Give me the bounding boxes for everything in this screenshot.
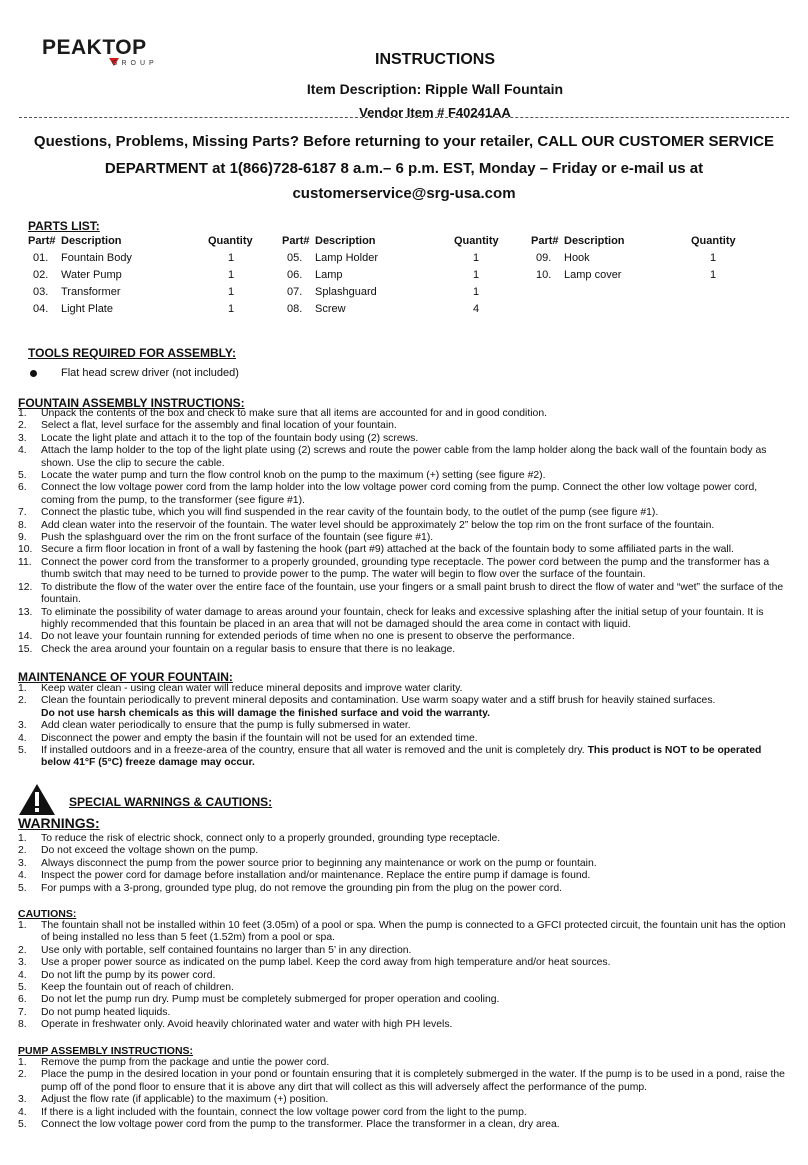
item-number: 1. [18, 683, 27, 694]
part-desc: Fountain Body [61, 252, 132, 264]
special-warnings-heading: SPECIAL WARNINGS & CAUTIONS: [69, 795, 273, 809]
list-item [18, 607, 792, 632]
item-text: Operate in freshwater only. Avoid heavily chlorinated water and water with high PH levels. [41, 1019, 453, 1031]
list-item [18, 544, 792, 556]
item-number: 12. [18, 581, 33, 593]
assembly-heading: FOUNTAIN ASSEMBLY INSTRUCTIONS: [18, 396, 245, 410]
part-desc: Water Pump [61, 269, 122, 281]
part-qty: 1 [473, 286, 480, 298]
item-number: 1. [18, 1057, 27, 1068]
item-number: 2. [18, 695, 27, 707]
item-text: Disconnect the power and empty the basin if the fountain will not be used for an extended time. [41, 732, 478, 744]
list-item [18, 994, 792, 1006]
item-number: 7. [18, 1006, 27, 1018]
parts-header-part: Part# [28, 235, 56, 247]
table-row [282, 286, 502, 303]
part-part: 01. [33, 252, 49, 264]
item-text: Keep the fountain out of reach of children. [41, 982, 234, 994]
item-text: Keep water clean - using clean water will reduce mineral deposits and improve water clarity. [41, 683, 463, 694]
list-item [18, 982, 792, 994]
item-number: 7. [18, 507, 27, 519]
list-item [18, 870, 792, 882]
item-text: For pumps with a 3-prong, grounded type plug, do not remove the grounding pin from the plug on the power cord. [41, 882, 563, 894]
item-text: If installed outdoors and in a freeze-area of the country, ensure that all water is removed and the unit is completely dry. [41, 745, 585, 757]
item-text: Do not lift the pump by its power cord. [41, 969, 216, 981]
item-text: Adjust the flow rate (if applicable) to the maximum (+) position. [41, 1094, 329, 1106]
part-part: 05. [287, 252, 303, 264]
list-item [18, 833, 792, 845]
item-text: Add clean water into the reservoir of the fountain. The water level should be approximately 2” below the top rim on the front surface of the fountain. [41, 519, 715, 531]
item-number: 4. [18, 870, 27, 882]
part-qty: 1 [710, 269, 717, 281]
parts-header-desc: Description [315, 235, 376, 247]
item-text: Unpack the contents of the box and check to make sure that all items are accounted for and in good condition. [41, 408, 547, 419]
part-part: 03. [33, 286, 49, 298]
parts-table-col1 [28, 235, 258, 320]
pump-assembly-heading: PUMP ASSEMBLY INSTRUCTIONS: [18, 1045, 194, 1057]
item-text: Connect the plastic tube, which you will find suspended in the rear cavity of the fountain body, to the outlet of the pump (see figure #1). [41, 507, 659, 519]
item-number: 4. [18, 1106, 27, 1118]
item-text: Remove the pump from the package and untie the power cord. [41, 1057, 330, 1068]
item-text: Do not pump heated liquids. [41, 1006, 171, 1018]
item-text: Place the pump in the desired location in your pond or fountain ensuring that it is completely submerged in the water. If the pump is to be used in a pond, raise the pump off of the pond floor to ensure that it is above any dirt that will collect as this will adversely affect the performance of the pump. [41, 1069, 785, 1093]
item-text: Select a flat, level surface for the assembly and final location of your fountain. [41, 420, 397, 432]
table-row [531, 252, 751, 269]
part-part: 02. [33, 269, 49, 281]
item-number: 5. [18, 1119, 27, 1131]
part-part: 09. [536, 252, 552, 264]
item-number: 4. [18, 445, 27, 457]
item-number: 8. [18, 1019, 27, 1031]
item-text: Clean the fountain periodically to prevent mineral deposits and contamination. Use warm soapy water and a stiff brush for heavily stained surfaces. [41, 695, 716, 707]
item-number: 4. [18, 969, 27, 981]
item-text: Connect the power cord from the transformer to a properly grounded, grounding type receptacle. The power cord between the pump and the transformer has a thumb switch that may need to be turned to provide power to the pump. The water will begin to flow over the surface of the fountain. [41, 556, 770, 581]
item-text: Use only with portable, self contained fountains no larger than 5’ in any direction. [41, 944, 412, 956]
list-item [18, 557, 792, 582]
list-item [18, 858, 792, 870]
item-number: 2. [18, 1069, 27, 1081]
item-bold-text: This product is NOT to be operated below 41°F (5°C) freeze damage may occur. [41, 745, 762, 769]
pump-assembly-list [18, 1057, 792, 1131]
part-part: 04. [33, 303, 49, 315]
parts-header-part: Part# [282, 235, 310, 247]
list-item [18, 733, 792, 745]
item-text: Use a proper power source as indicated on the pump label. Keep the cord away from high temperature and/or heat sources. [41, 957, 611, 969]
table-row [282, 252, 502, 269]
item-number: 2. [18, 420, 27, 432]
part-desc: Hook [564, 252, 590, 264]
parts-header-row [531, 235, 751, 252]
item-number: 1. [18, 920, 27, 931]
parts-table-col3 [531, 235, 751, 286]
part-desc: Transformer [61, 286, 121, 298]
part-qty: 1 [473, 252, 480, 264]
list-item [18, 1069, 792, 1094]
maintenance-heading: MAINTENANCE OF YOUR FOUNTAIN: [18, 670, 233, 684]
item-number: 2. [18, 845, 27, 857]
item-text: To eliminate the possibility of water damage to areas around your fountain, check for leaks and excessive splashing after the initial setup of your fountain. It is highly recommended that this fountain be placed in an area that will not be damaged should the area come in contact with liquid. [41, 606, 764, 630]
warnings-list [18, 833, 792, 895]
part-qty: 1 [228, 252, 235, 264]
item-number: 1. [18, 833, 27, 844]
part-part: 08. [287, 303, 303, 315]
bullet-icon [30, 370, 37, 377]
item-text: Secure a firm floor location in front of a wall by fastening the hook (part #9) attached at the back of the fountain body to some affiliated parts in the wall. [41, 544, 734, 556]
item-text: Check the area around your fountain on a regular basis to ensure that there is no leakage. [41, 643, 456, 655]
item-text: The fountain shall not be installed within 10 feet (3.05m) of a pool or spa. When the pump is connected to a GFCI protected circuit, the fountain unit has the option of being installed no less than 5 feet (1.52m) from a pool or spa. [41, 920, 786, 944]
part-qty: 4 [473, 303, 480, 315]
part-qty: 1 [228, 269, 235, 281]
item-number: 15. [18, 643, 33, 655]
item-number: 5. [18, 470, 27, 482]
list-item [18, 420, 792, 432]
list-item [18, 1019, 792, 1031]
parts-list-heading: PARTS LIST: [28, 219, 100, 233]
tools-heading: TOOLS REQUIRED FOR ASSEMBLY: [28, 346, 237, 360]
part-part: 06. [287, 269, 303, 281]
part-qty: 1 [710, 252, 717, 264]
item-number: 1. [18, 408, 27, 419]
list-item [18, 631, 792, 643]
list-item [18, 532, 792, 544]
item-number: 11. [18, 556, 32, 568]
table-row [28, 252, 258, 269]
item-text: If there is a light included with the fountain, connect the low voltage power cord from the light to the pump. [41, 1106, 527, 1118]
item-text: Do not let the pump run dry. Pump must be completely submerged for proper operation and cooling. [41, 994, 500, 1006]
list-item [18, 482, 792, 507]
item-number: 6. [18, 482, 27, 494]
part-desc: Lamp [315, 269, 343, 281]
item-number: 3. [18, 720, 27, 732]
item-number: 3. [18, 1094, 27, 1106]
item-number: 2. [18, 944, 27, 956]
list-item [18, 845, 792, 857]
item-text: Do not exceed the voltage shown on the pump. [41, 845, 259, 857]
vendor-item: Vendor Item # F40241AA [359, 105, 511, 120]
cautions-list [18, 920, 792, 1032]
list-item [18, 970, 792, 982]
part-desc: Screw [315, 303, 346, 315]
item-text: Inspect the power cord for damage before installation and/or maintenance. Replace the entire pump if damage is found. [41, 870, 591, 882]
part-desc: Lamp Holder [315, 252, 378, 264]
list-item [18, 745, 792, 770]
item-description: Item Description: Ripple Wall Fountain [306, 81, 564, 97]
item-number: 10. [18, 544, 33, 556]
item-number: 6. [18, 994, 27, 1006]
item-bold-text: Do not use harsh chemicals as this will damage the finished surface and void the warranty. [41, 707, 491, 719]
item-number: 4. [18, 732, 27, 744]
divider [19, 117, 789, 118]
part-desc: Light Plate [61, 303, 113, 315]
item-text: To distribute the flow of the water over the entire face of the fountain, use your fingers or a small paint brush to direct the flow of water and “wet” the surface of the fountain. [41, 581, 784, 606]
logo-name: PEAKTOP [42, 36, 147, 59]
warnings-heading: WARNINGS: [18, 815, 100, 831]
list-item [18, 582, 792, 607]
item-number: 14. [18, 631, 33, 643]
item-text: Add clean water periodically to ensure that the pump is fully submersed in water. [41, 720, 411, 732]
list-item [18, 695, 792, 720]
table-row [28, 303, 258, 320]
item-text: Always disconnect the pump from the power source prior to beginning any maintenance or work on the pump or fountain. [41, 857, 597, 869]
table-row [282, 303, 502, 320]
item-number: 5. [18, 745, 27, 757]
parts-table-col2 [282, 235, 502, 320]
list-item [18, 1057, 792, 1069]
part-qty: 1 [473, 269, 480, 281]
parts-header-part: Part# [531, 235, 559, 247]
item-number: 13. [18, 606, 33, 618]
contact-email[interactable]: customerservice@srg-usa.com [292, 185, 516, 202]
part-part: 07. [287, 286, 303, 298]
list-item [18, 720, 792, 732]
parts-header-desc: Description [61, 235, 122, 247]
item-number: 3. [18, 857, 27, 869]
item-text: Push the splashguard over the rim on the front surface of the fountain (see figure #1). [41, 532, 434, 544]
part-qty: 1 [228, 303, 235, 315]
parts-header-qty: Quantity [208, 235, 253, 247]
contact-line-1: Questions, Problems, Missing Parts? Before returning to your retailer, CALL OUR CUSTOMER SERVICE [33, 133, 775, 150]
item-text: Locate the water pump and turn the flow control knob on the pump to the maximum (+) setting (see figure #2). [41, 470, 546, 482]
tools-item [30, 367, 239, 379]
list-item [18, 1107, 792, 1119]
item-number: 5. [18, 882, 27, 894]
warning-icon [18, 783, 56, 816]
list-item [18, 957, 792, 969]
tools-item-text: Flat head screw driver (not included) [61, 367, 239, 379]
item-number: 5. [18, 982, 27, 994]
parts-header-row [28, 235, 258, 252]
contact-line-2: DEPARTMENT at 1(866)728-6187 8 a.m.– 6 p.m. EST, Monday – Friday or e-mail us at [104, 160, 704, 177]
item-text: Do not leave your fountain running for extended periods of time when no one is present to observe the performance. [41, 631, 575, 643]
list-item [18, 520, 792, 532]
list-item [18, 920, 792, 945]
table-row [531, 269, 751, 286]
list-item [18, 945, 792, 957]
list-item [18, 644, 792, 656]
table-row [28, 269, 258, 286]
item-text: Connect the low voltage power cord from the lamp holder into the low voltage power cord coming from the pump. Connect the other low voltage power cord, coming from the pump, to the transformer (see figure #1). [41, 482, 758, 506]
item-text: Attach the lamp holder to the top of the light plate using (2) screws and route the power cable from the lamp holder along the back wall of the fountain body as shown. Use the clip to secure the cable. [41, 445, 767, 469]
logo-sub: GROUP [112, 60, 158, 67]
assembly-list [18, 408, 792, 656]
parts-header-qty: Quantity [691, 235, 736, 247]
parts-header-qty: Quantity [454, 235, 499, 247]
parts-header-desc: Description [564, 235, 625, 247]
item-number: 3. [18, 957, 27, 969]
part-desc: Lamp cover [564, 269, 622, 281]
list-item [18, 1007, 792, 1019]
part-qty: 1 [228, 286, 235, 298]
part-desc: Splashguard [315, 286, 377, 298]
item-number: 9. [18, 532, 27, 544]
list-item [18, 470, 792, 482]
page-title: INSTRUCTIONS [375, 51, 495, 68]
item-text: Connect the low voltage power cord from the pump to the transformer. Place the transformer in a clean, dry area. [41, 1119, 560, 1131]
list-item [18, 883, 792, 895]
cautions-heading: CAUTIONS: [18, 908, 77, 920]
table-row [282, 269, 502, 286]
parts-header-row [282, 235, 502, 252]
maintenance-list [18, 683, 792, 770]
list-item [18, 683, 792, 695]
list-item [18, 1119, 792, 1131]
part-part: 10. [536, 269, 552, 281]
item-number: 3. [18, 432, 27, 444]
item-number: 8. [18, 519, 27, 531]
list-item [18, 445, 792, 470]
list-item [18, 507, 792, 519]
list-item [18, 408, 792, 420]
list-item [18, 1094, 792, 1106]
list-item [18, 433, 792, 445]
table-row [28, 286, 258, 303]
item-text: Locate the light plate and attach it to the top of the fountain body using (2) screws. [41, 432, 419, 444]
item-text: To reduce the risk of electric shock, connect only to a properly grounded, grounding type receptacle. [41, 833, 501, 844]
